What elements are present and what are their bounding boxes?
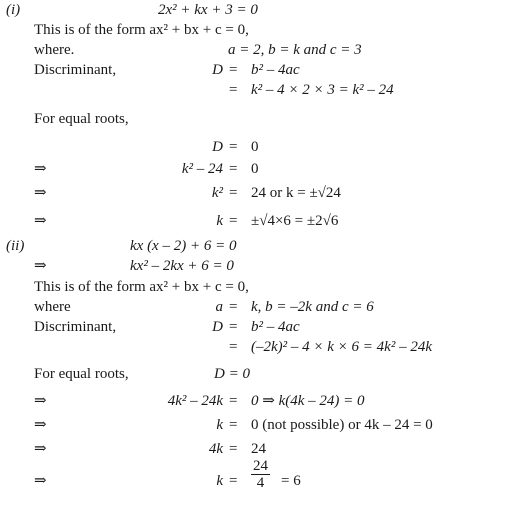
eq-sign: = bbox=[229, 139, 238, 155]
disc-continuation-ii: (–2k)² – 4 × k × 6 = 4k² – 24k bbox=[251, 339, 432, 355]
implies-arrow: ⇒ bbox=[34, 441, 47, 457]
step4-tail-ii: = 6 bbox=[281, 473, 301, 489]
step3-lhs-i: k² bbox=[211, 185, 223, 201]
where-label-i: where. bbox=[34, 42, 75, 58]
discriminant-label-i: Discriminant, bbox=[34, 62, 117, 78]
step1-rhs-ii: 0 ⇒ k(4k – 24) = 0 bbox=[251, 393, 365, 409]
implies-arrow: ⇒ bbox=[34, 473, 47, 489]
disc-rhs-i: b² – 4ac bbox=[251, 62, 300, 78]
implies-arrow: ⇒ bbox=[34, 393, 47, 409]
eq-sign: = bbox=[229, 161, 238, 177]
part-label-ii: (ii) bbox=[6, 238, 25, 254]
form-statement-ii: This is of the form ax² + bx + c = 0, bbox=[34, 279, 249, 295]
step2-rhs-ii: 0 (not possible) or 4k – 24 = 0 bbox=[251, 417, 433, 433]
step3-rhs-ii: 24 bbox=[251, 441, 266, 457]
eq-sign: = bbox=[229, 473, 238, 489]
coefficients-i: a = 2, b = k and c = 3 bbox=[228, 42, 362, 58]
fraction-denominator: 4 bbox=[256, 475, 265, 491]
coef-rhs-ii: k, b = –2k and c = 6 bbox=[251, 299, 374, 315]
step1-lhs-i: D bbox=[212, 139, 223, 155]
equal-roots-label-i: For equal roots, bbox=[34, 111, 129, 127]
step3-lhs-ii: 4k bbox=[208, 441, 223, 457]
where-label-ii: where bbox=[34, 299, 71, 315]
step3-rhs-i: 24 or k = ±√24 bbox=[251, 185, 341, 201]
step1-lhs-ii: 4k² – 24k bbox=[167, 393, 223, 409]
implies-arrow: ⇒ bbox=[34, 213, 47, 229]
step2-lhs-i: k² – 24 bbox=[181, 161, 223, 177]
eq-sign: = bbox=[229, 185, 238, 201]
disc-continuation-i: k² – 4 × 2 × 3 = k² – 24 bbox=[251, 82, 394, 98]
eq-sign: = bbox=[229, 417, 238, 433]
implies-arrow: ⇒ bbox=[34, 258, 47, 274]
eq-sign: = bbox=[229, 299, 238, 315]
discriminant-label-ii: Discriminant, bbox=[34, 319, 117, 335]
equation-ii: kx (x – 2) + 6 = 0 bbox=[130, 238, 237, 254]
eq-sign: = bbox=[229, 62, 238, 78]
step2-rhs-i: 0 bbox=[251, 161, 259, 177]
disc-lhs-ii: D bbox=[212, 319, 223, 335]
disc-lhs-i: D bbox=[212, 62, 223, 78]
eq-sign: = bbox=[229, 82, 238, 98]
eq-sign: = bbox=[229, 339, 238, 355]
implies-arrow: ⇒ bbox=[34, 185, 47, 201]
implies-arrow: ⇒ bbox=[34, 417, 47, 433]
step4-lhs-ii: k bbox=[216, 473, 223, 489]
equation-i: 2x² + kx + 3 = 0 bbox=[158, 2, 258, 18]
step1-rhs-i: 0 bbox=[251, 139, 259, 155]
equal-roots-rhs-ii: D = 0 bbox=[214, 366, 250, 382]
expanded-equation-ii: kx² – 2kx + 6 = 0 bbox=[130, 258, 234, 274]
fraction-numerator: 24 bbox=[253, 458, 268, 474]
step4-rhs-i: ±√4×6 = ±2√6 bbox=[251, 213, 339, 229]
coef-lhs-ii: a bbox=[215, 299, 223, 315]
eq-sign: = bbox=[229, 319, 238, 335]
step4-lhs-i: k bbox=[216, 213, 223, 229]
fraction bbox=[251, 458, 270, 491]
step2-lhs-ii: k bbox=[216, 417, 223, 433]
form-statement-i: This is of the form ax² + bx + c = 0, bbox=[34, 22, 249, 38]
part-label-i: (i) bbox=[6, 2, 21, 18]
implies-arrow: ⇒ bbox=[34, 161, 47, 177]
disc-rhs-ii: b² – 4ac bbox=[251, 319, 300, 335]
eq-sign: = bbox=[229, 441, 238, 457]
equal-roots-label-ii: For equal roots, bbox=[34, 366, 129, 382]
eq-sign: = bbox=[229, 393, 238, 409]
eq-sign: = bbox=[229, 213, 238, 229]
